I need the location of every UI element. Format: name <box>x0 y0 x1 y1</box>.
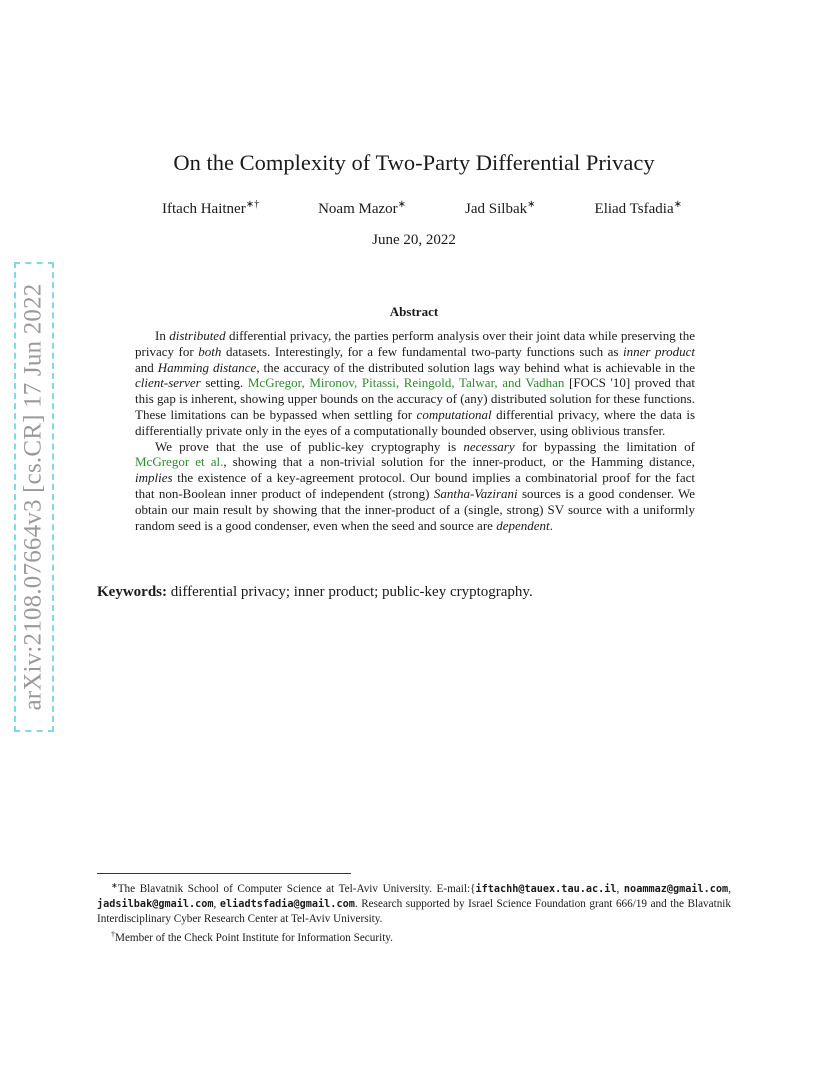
author-affiliation-mark: ∗† <box>245 199 260 210</box>
emphasis: dependent <box>496 517 550 533</box>
text-run: sources is a good condenser. We obtain our main result by showing that the inner-product of a (single, strong) SV source with a uniformly random seed is a good condenser, even when the seed and source are <box>135 485 695 533</box>
text-run: , the accuracy of the distributed solution lags way behind what is achievable in the <box>256 359 695 375</box>
footnote-1 <box>97 878 731 927</box>
footnote-2 <box>97 927 731 946</box>
text-run: [FOCS '10] proved that this gap is inherent, showing upper bounds on the accuracy of (any) distributed solution for these functions. These limitations can be bypassed when settling for <box>135 375 695 422</box>
emphasis: computational <box>416 406 492 422</box>
email-address: iftachh@tauex.tau.ac.il <box>475 884 617 895</box>
author-affiliation-mark: ∗ <box>527 199 536 210</box>
author-name: Eliad Tsfadia <box>594 201 674 217</box>
citation-link[interactable]: McGregor et al. <box>135 454 224 470</box>
text-run: setting. <box>200 375 248 391</box>
abstract-paragraph-2 <box>135 439 695 534</box>
text-run: differential privacy, the parties perform analysis over their joint data while preserving the privacy for <box>135 328 695 359</box>
paper-date: June 20, 2022 <box>372 232 456 248</box>
author-name: Iftach Haitner <box>162 201 246 217</box>
footnote-rule <box>97 873 351 874</box>
author-4 <box>595 199 682 218</box>
citation-link[interactable]: McGregor, Mironov, Pitassi, Reingold, Talwar, and Vadhan <box>247 375 565 391</box>
text-run: , <box>728 883 731 895</box>
text-run: differential privacy, where the data is differentially private only in the eyes of a computationally bounded observer, using oblivious transfer. <box>135 406 696 438</box>
arxiv-stamp <box>14 262 54 732</box>
emphasis: inner product <box>623 343 696 359</box>
keywords-line <box>97 584 737 601</box>
email-address: eliadtsfadia@gmail.com <box>219 899 355 910</box>
abstract-body <box>135 328 695 533</box>
text-run: . Research supported by Israel Science Foundation grant 666/19 and the Blavatnik Interdisciplinary Cyber Research Center at Tel-Aviv University. <box>97 898 732 925</box>
author-name: Noam Mazor <box>318 201 398 217</box>
footnotes <box>97 878 731 946</box>
author-affiliation-mark: ∗ <box>397 199 407 210</box>
text-run: , <box>616 883 624 895</box>
keywords-text: differential privacy; inner product; public-key cryptography. <box>170 584 533 600</box>
arxiv-identifier: arXiv:2108.07664v3 [cs.CR] 17 Jun 2022 <box>20 283 47 711</box>
email-address: jadsilbak@gmail.com <box>97 899 214 910</box>
author-3 <box>465 199 535 218</box>
text-run: the existence of a key-agreement protocol. Our bound implies a combinatorial proof for the fact that non-Boolean inner product of independent (strong) <box>135 470 695 501</box>
text-run: . <box>549 517 553 533</box>
emphasis: client-server <box>135 375 201 391</box>
text-run: Member of the Check Point Institute for Information Security. <box>115 932 393 944</box>
text-run: We prove that the use of public-key cryptography is <box>155 438 464 454</box>
emphasis: both <box>198 343 222 359</box>
text-run: The Blavatnik School of Computer Science at Tel-Aviv University. E-mail:{ <box>117 883 476 895</box>
author-list <box>162 199 682 218</box>
emphasis: implies <box>135 470 173 486</box>
text-run: for bypassing the limitation of <box>514 438 695 454</box>
text-run: , showing that a non-trivial solution for the inner-product, or the Hamming distance, <box>223 454 695 470</box>
email-address: noammaz@gmail.com <box>623 884 729 895</box>
paper-title: On the Complexity of Two-Party Differential Privacy <box>173 150 655 175</box>
author-2 <box>318 199 406 218</box>
footnote-mark: ∗ <box>111 881 118 890</box>
author-name: Jad Silbak <box>465 201 528 217</box>
text-run: datasets. Interestingly, for a few fundamental two-party functions such as <box>221 343 624 359</box>
emphasis: Hamming distance <box>157 359 257 375</box>
text-run: and <box>135 359 158 375</box>
text-run: , <box>213 898 220 910</box>
emphasis: necessary <box>463 438 515 454</box>
keywords-label: Keywords: <box>97 584 167 600</box>
text-run: In <box>155 328 170 343</box>
emphasis: Santha-Vazirani <box>433 485 518 501</box>
abstract-paragraph-1 <box>135 328 695 439</box>
emphasis: distributed <box>169 328 226 343</box>
footnote-mark: † <box>111 930 115 939</box>
author-affiliation-mark: ∗ <box>673 199 682 210</box>
author-1 <box>162 199 259 218</box>
abstract-heading: Abstract <box>389 304 439 319</box>
